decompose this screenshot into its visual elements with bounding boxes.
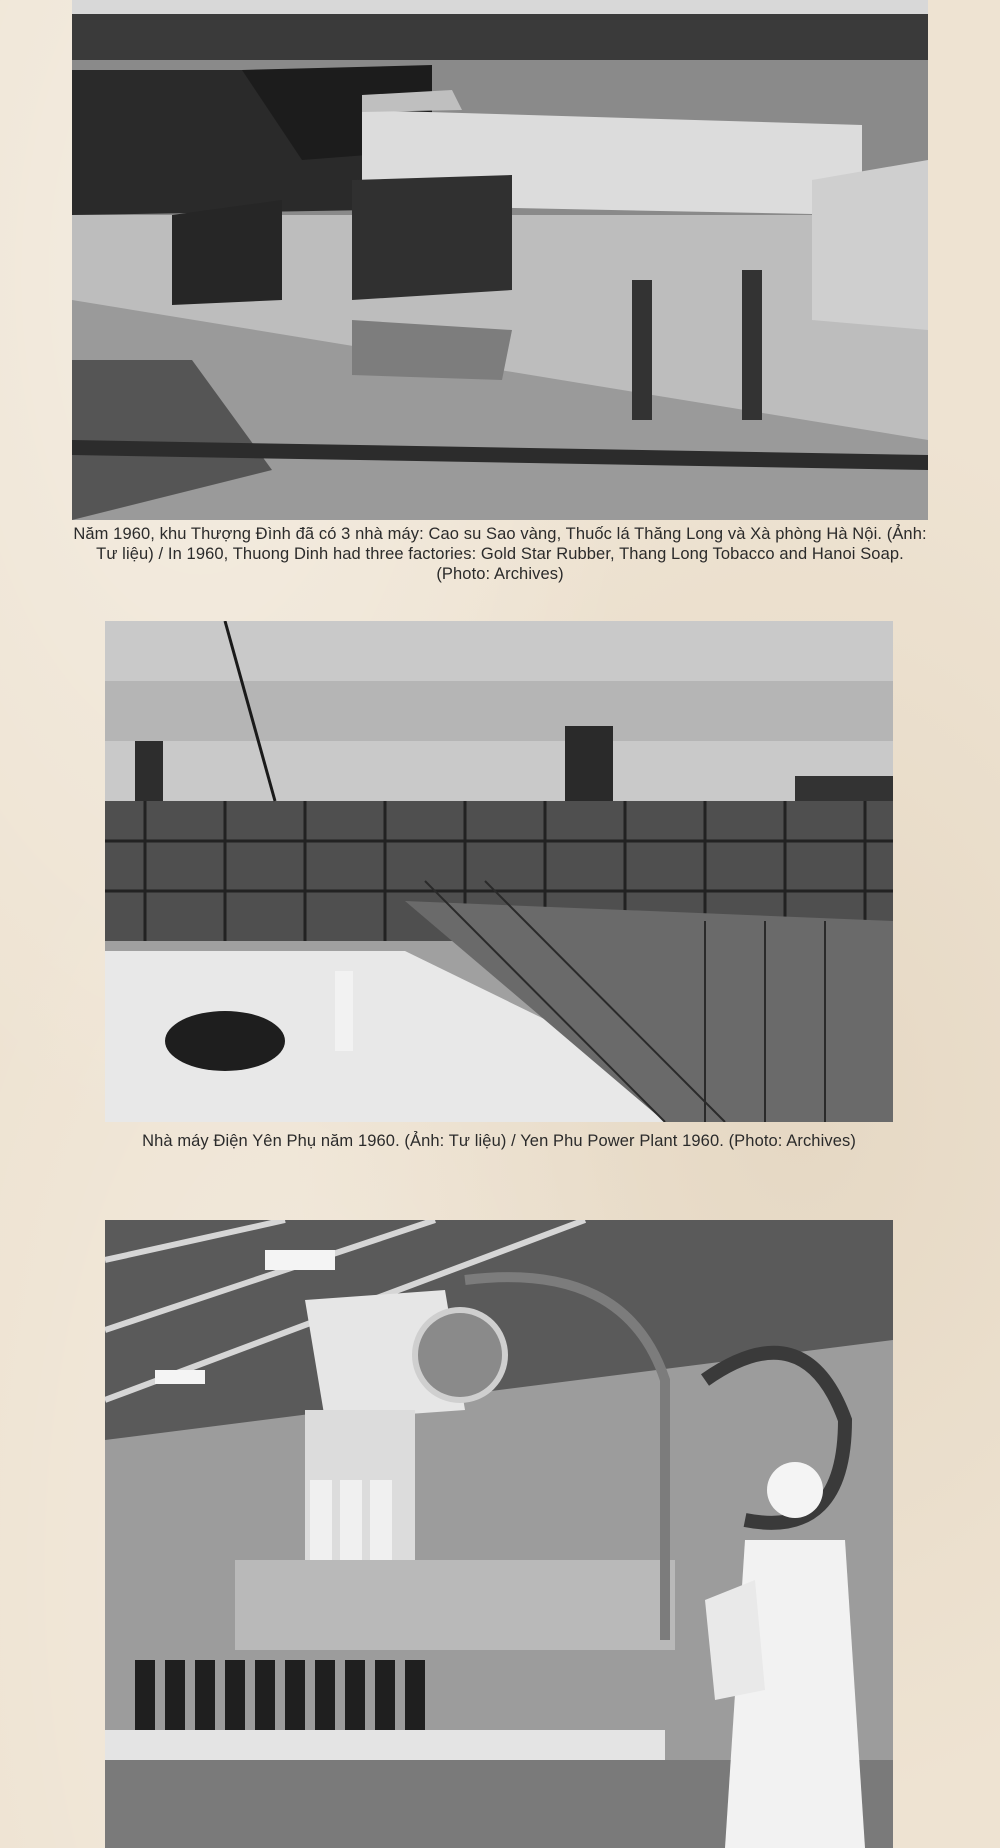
factory-complex-photo (72, 0, 928, 520)
power-plant-construction-photo (105, 621, 893, 1122)
bottling-line-photo (105, 1220, 893, 1848)
photo-caption: Nhà máy Điện Yên Phụ năm 1960. (Ảnh: Tư liệu) / Yen Phu Power Plant 1960. (Photo: Archives) (142, 1132, 856, 1150)
photo-caption: Năm 1960, khu Thượng Đình đã có 3 nhà máy: Cao su Sao vàng, Thuốc lá Thăng Long và Xà phòng Hà Nội. (Ảnh: Tư liệu) / In 1960, Thuong Dinh had three factories: Gold Star Rubber, Thang Long Tobacco and Hanoi Soap. (Photo: Archives) (73, 525, 927, 583)
